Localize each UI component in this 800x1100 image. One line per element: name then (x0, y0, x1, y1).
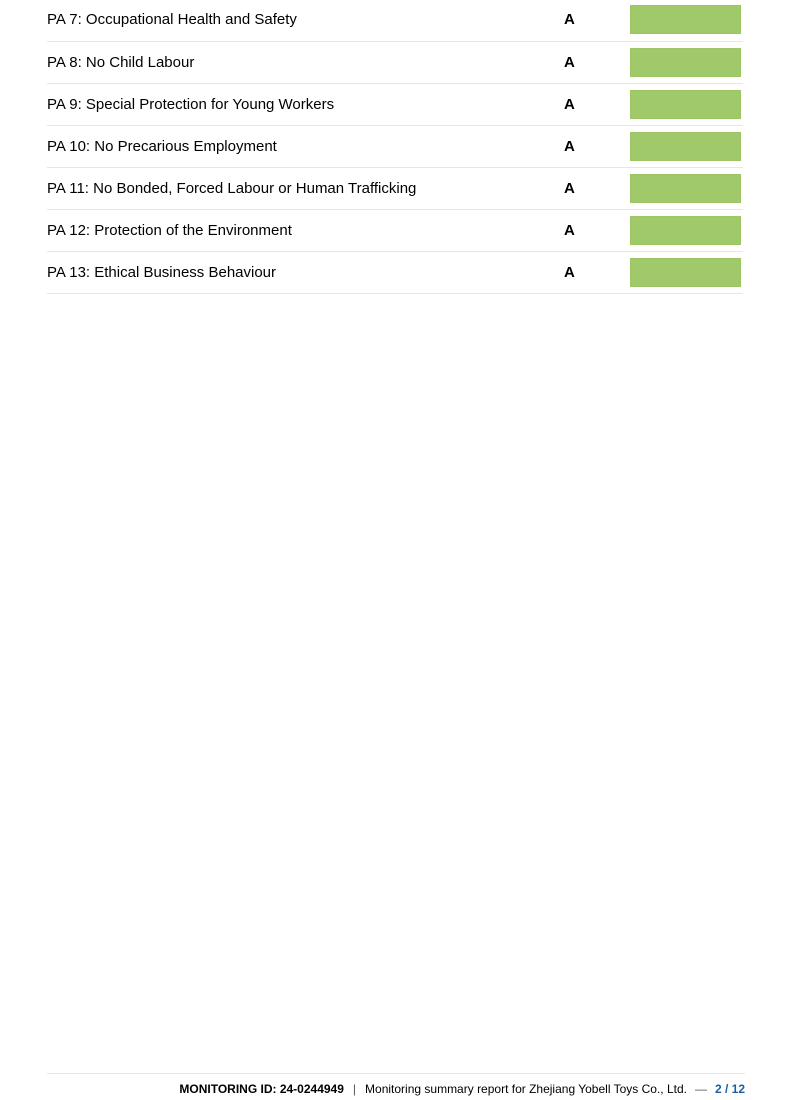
rating-color-bar (630, 174, 741, 203)
table-row (47, 126, 743, 168)
rating-grade: A (564, 138, 575, 155)
page-number: 2 / 12 (714, 1082, 745, 1096)
rating-grade: A (564, 96, 575, 113)
table-row (47, 0, 743, 42)
performance-area-label: PA 12: Protection of the Environment (47, 222, 292, 239)
performance-area-label: PA 7: Occupational Health and Safety (47, 11, 297, 28)
performance-area-label: PA 8: No Child Labour (47, 54, 195, 71)
table-row (47, 252, 743, 294)
performance-area-label: PA 13: Ethical Business Behaviour (47, 264, 277, 281)
table-row (47, 168, 743, 210)
rating-color-bar (630, 216, 741, 245)
rating-color-bar (630, 5, 741, 34)
footer-dash: — (694, 1082, 707, 1096)
footer-divider (47, 1073, 745, 1074)
monitoring-id: MONITORING ID: 24-0244949 (179, 1082, 344, 1096)
performance-area-label: PA 9: Special Protection for Young Workers (47, 96, 335, 113)
performance-area-label: PA 10: No Precarious Employment (47, 138, 277, 155)
performance-area-table (47, 0, 743, 294)
report-title: Monitoring summary report for Zhejiang Yobell Toys Co., Ltd. (365, 1082, 687, 1096)
rating-grade: A (564, 264, 575, 281)
rating-color-bar (630, 258, 741, 287)
table-row (47, 42, 743, 84)
footer-separator: | (352, 1082, 357, 1096)
table-row (47, 210, 743, 252)
rating-color-bar (630, 132, 741, 161)
rating-grade: A (564, 222, 575, 239)
rating-grade: A (564, 11, 575, 28)
performance-area-label: PA 11: No Bonded, Forced Labour or Human Trafficking (47, 180, 417, 197)
rating-grade: A (564, 54, 575, 71)
page-footer (179, 1081, 745, 1097)
table-row (47, 84, 743, 126)
rating-color-bar (630, 90, 741, 119)
rating-color-bar (630, 48, 741, 77)
rating-grade: A (564, 180, 575, 197)
